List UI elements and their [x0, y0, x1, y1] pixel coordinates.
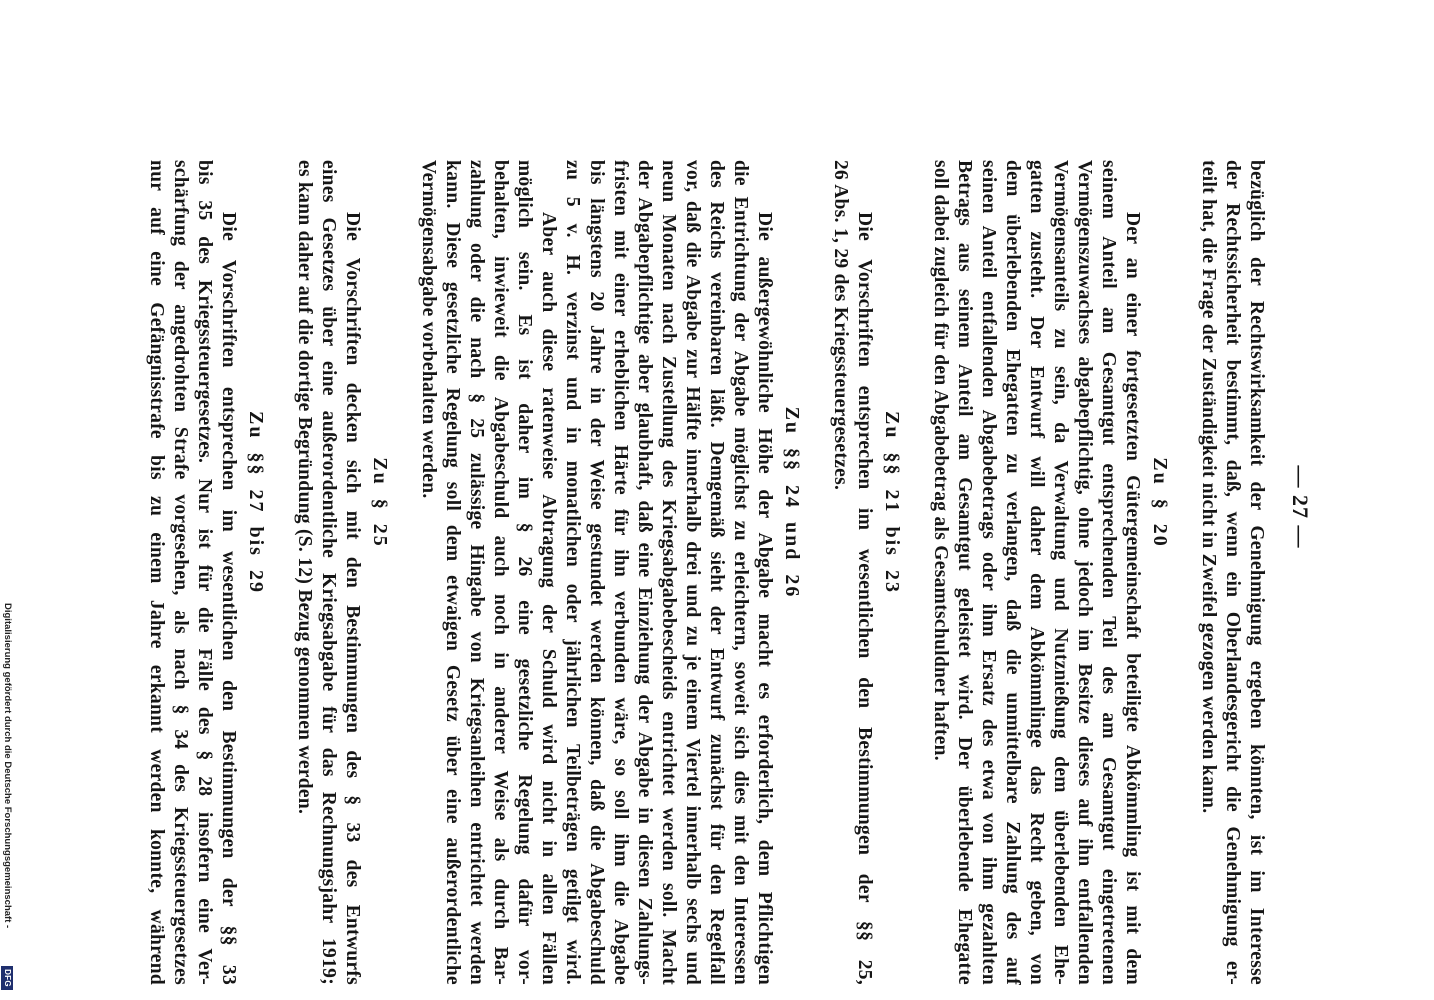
text-line: möglich sein. Es ist daher im § 26 eine gesetzliche Regelung dafür vor- — [514, 160, 535, 985]
text-line: der Rechtssicherheit bestimmt, daß, wenn ein Oberlandesgericht die Genehmigung er- — [1222, 160, 1243, 985]
text-line: eines Gesetzes über eine außerordentliche Kriegsabgabe für das Rechnungsjahr 1919; — [318, 160, 339, 985]
paragraph — [292, 160, 364, 985]
paragraph — [560, 160, 776, 985]
page-number: — 27 — — [1288, 465, 1313, 549]
text-line: Der an einer fortgesetzten Gütergemeinschaft beteiligte Abkömmling ist mit dem — [1122, 212, 1143, 985]
text-line: teilt hat, die Frage der Zuständigkeit nicht in Zweifel gezogen werden kann. — [1198, 160, 1219, 814]
text-line: Die Vorschriften entsprechen im wesentlichen den Bestimmungen der §§ 33 — [218, 212, 239, 985]
text-line: bezüglich der Rechtswirksamkeit der Genehmigung ergeben könnten, ist im Interesse — [1246, 160, 1267, 985]
text-line: Die Vorschriften decken sich mit den Bestimmungen des § 33 des Entwurfs — [342, 212, 363, 985]
paragraph — [828, 160, 876, 985]
text-line: die Entrichtung der Abgabe möglichst zu erleichtern, soweit sich dies mit den Interessen — [730, 160, 751, 985]
text-line: bis 35 des Kriegssteuergesetzes. Nur ist für die Fälle des § 28 insofern eine Ver- — [194, 160, 215, 985]
text-line: der Abgabepflichtige aber glaubhaft, daß eine Einziehung der Abgabe in diesen Zahlungs- — [634, 160, 655, 985]
dfg-logo: DFG — [1, 966, 13, 990]
text-line: dem überlebenden Ehegatten zu verlangen, daß die unmittelbare Zahlung des auf — [1002, 160, 1023, 985]
text-line: schärfung der angedrohten Strafe vorgesehen, als nach § 34 des Kriegssteuergesetzes — [170, 160, 191, 985]
text-line: Die Vorschriften entsprechen im wesentlichen den Bestimmungen der §§ 25, — [854, 212, 875, 985]
paragraph — [416, 160, 560, 985]
text-line: nur auf eine Gefängnisstrafe bis zu einem Jahre erkannt werden konnte, während — [146, 160, 167, 985]
section-heading: Zu §§ 24 und 26 — [781, 406, 803, 599]
text-line: Vermögensanteils zu sein, da Verwaltung und Nutznießung dem überlebenden Ehe- — [1050, 160, 1071, 985]
text-line: seinen Anteil entfallenden Abgabebetrags oder ihm Ersatz des etwa von ihm gezahlten — [978, 160, 999, 985]
text-line: es kann daher auf die dortige Begründung (S. 12) Bezug genommen werden. — [294, 160, 315, 815]
section-heading: Zu §§ 21 bis 23 — [881, 411, 903, 594]
paragraph — [928, 160, 1144, 985]
text-line: zu 5 v. H. verzinst und in monatlichen oder jährlichen Teilbeträgen getilgt wird. — [562, 160, 583, 985]
text-line: vor, daß die Abgabe zur Hälfte innerhalb drei und zu je einem Viertel innerhalb sechs und — [682, 160, 703, 985]
text-line: zahlung oder die nach § 25 zulässige Hingabe von Kriegsanleihen entrichtet werden — [466, 160, 487, 985]
text-line: Vermögenszuwachses abgabepflichtig, ohne jedoch im Besitze dieses auf ihn entfallenden — [1074, 160, 1095, 985]
text-line: des Reichs vereinbaren läßt. Demgemäß sieht der Entwurf zunächst für den Regelfall — [706, 160, 727, 985]
text-line: Vermögensabgabe vorbehalten werden. — [418, 160, 439, 499]
section-heading: Zu §§ 27 bis 29 — [245, 411, 267, 594]
section-heading: Zu § 20 — [1149, 457, 1171, 548]
text-line: Aber auch diese ratenweise Abtragung der Schuld wird nicht in allen Fällen — [538, 212, 559, 985]
text-line: behalten, inwieweit die Abgabeschuld auch noch in anderer Weise als durch Bar- — [490, 160, 511, 985]
text-line: soll dabei zugleich für den Abgabebetrag als Gesamtschuldner haften. — [930, 160, 951, 761]
intro-paragraph — [1196, 160, 1268, 985]
text-line: Die außergewöhnliche Höhe der Abgabe macht es erforderlich, dem Pflichtigen — [754, 212, 775, 985]
text-line: 26 Abs. 1, 29 des Kriegssteuergesetzes. — [830, 160, 851, 491]
digitization-note: Digitalisierung gefördert durch die Deutsche Forschungsgemeinschaft - — [2, 603, 13, 929]
text-line: gatten zusteht. Der Entwurf will daher dem Abkömmlinge das Recht geben, von — [1026, 160, 1047, 985]
section-heading: Zu § 25 — [369, 457, 391, 548]
paragraph — [144, 160, 240, 985]
text-line: fristen mit einer erheblichen Härte für ihn verbunden wäre, so soll ihm die Abgabe — [610, 160, 631, 985]
text-line: seinem Anteil am Gesamtgut entsprechenden Teil des am Gesamtgut eingetretenen — [1098, 160, 1119, 985]
text-line: bis längstens 20 Jahre in der Weise gestundet werden können, daß die Abgabeschuld — [586, 160, 607, 985]
text-line: Betrags aus seinem Anteil am Gesamtgut geleistet wird. Der überlebende Ehegatte — [954, 160, 975, 985]
text-line: neun Monaten nach Zustellung des Kriegsabgabebescheids entrichtet werden soll. Macht — [658, 160, 679, 985]
text-line: kann. Diese gesetzliche Regelung soll dem etwaigen Gesetz über eine außerordentliche — [442, 160, 463, 985]
